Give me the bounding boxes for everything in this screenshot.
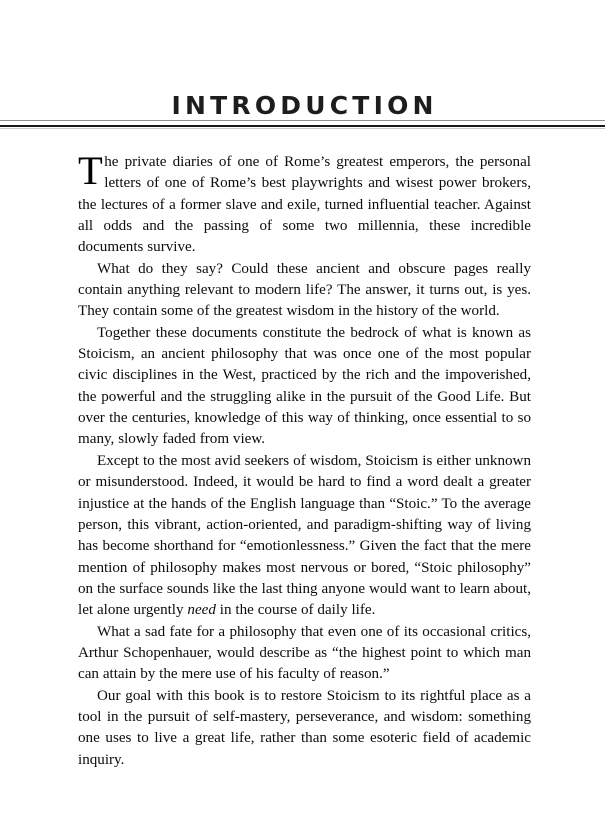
- paragraph-5: [78, 622, 531, 686]
- divider-thick-rule: [0, 125, 605, 127]
- paragraph-1-text: he private diaries of one of Rome’s greatest emperors, the personal letters of one of Rome’s best playwrights and wisest power brokers, the lectures of a former slave and exile, turned influential teacher. Against all odds and the passing of some two millennia, these incredible documents survive.: [78, 154, 531, 256]
- paragraph-4: [78, 451, 531, 622]
- paragraph-3-text: Together these documents constitute the bedrock of what is known as Stoicism, an ancient philosophy that was once one of the most popular civic disciplines in the West, practiced by the rich and the impoverished, the powerful and the struggling alike in the pursuit of the Good Life. But over the centuries, knowledge of this way of thinking, once essential to so many, slowly faded from view.: [78, 324, 531, 448]
- divider-hairline-rule: [0, 128, 605, 129]
- paragraph-2-text: What do they say? Could these ancient and obscure pages really contain anything relevant to modern life? The answer, it turns out, is yes. They contain some of the greatest wisdom in the history of the world.: [78, 260, 531, 320]
- paragraph-5-text: What a sad fate for a philosophy that even one of its occasional critics, Arthur Schopenhauer, would describe as “the highest point to which man can attain by the mere use of his faculty of reason.”: [78, 623, 531, 683]
- paragraph-4-text: Except to the most avid seekers of wisdom, Stoicism is either unknown or misunderstood. Indeed, it would be hard to find a word dealt a greater injustice at the hands of the English language than “Stoic.” To the average person, this vibrant, action-oriented, and paradigm-shifting way of living has become shorthand for “emotionlessness.” Given the fact that the mere mention of philosophy makes most nervous or bored, “Stoic philosophy” on the surface sounds like the last thing anyone would want to learn about, let alone urgently: [78, 452, 531, 619]
- paragraph-6: [78, 686, 531, 771]
- paragraph-3: [78, 323, 531, 451]
- paragraph-2: [78, 259, 531, 323]
- paragraph-6-text: Our goal with this book is to restore Stoicism to its rightful place as a tool in the pursuit of self-mastery, perseverance, and wisdom: something one uses to live a great life, rather than some esoteric field of academic inquiry.: [78, 687, 531, 768]
- paragraph-1: [78, 148, 531, 259]
- body-text-column: [78, 148, 531, 771]
- title-divider: [0, 120, 605, 130]
- page-title: INTRODUCTION: [171, 90, 438, 120]
- paragraph-4-text-tail: in the course of daily life.: [215, 602, 376, 619]
- divider-thin-rule: [0, 120, 605, 121]
- drop-cap-letter: T: [78, 148, 103, 193]
- paragraph-4-emphasis: need: [187, 602, 216, 619]
